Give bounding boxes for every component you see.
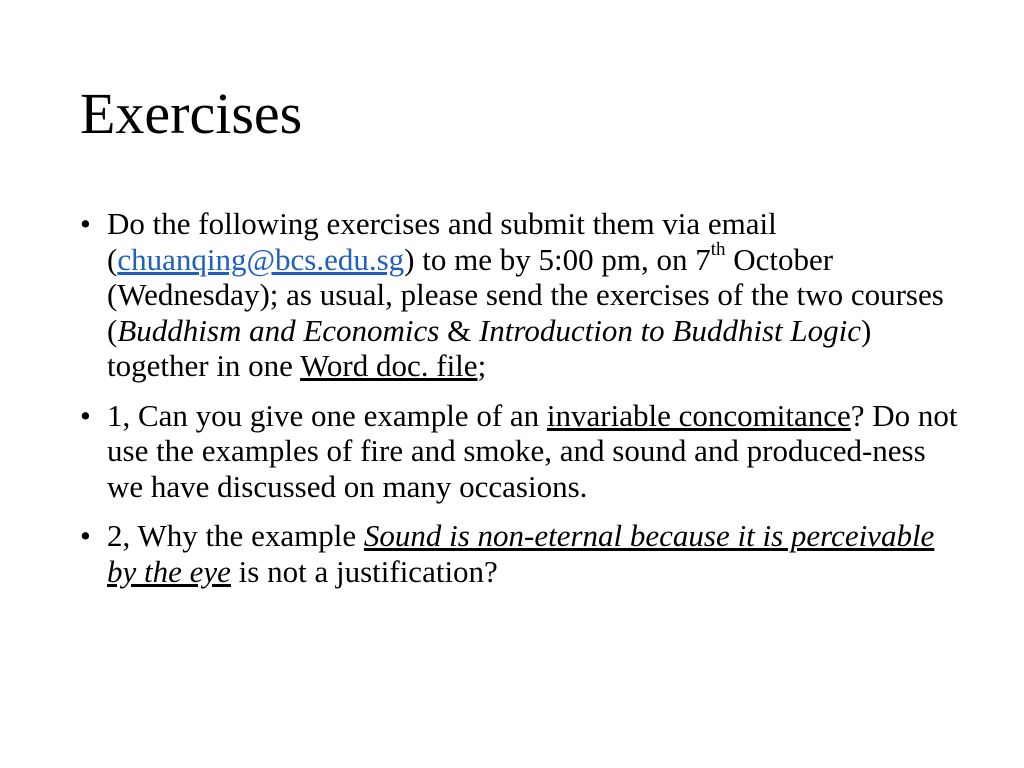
bullet-item-submission [80,206,960,384]
ordinal-suffix: th [710,239,726,261]
bullet1-text: Do the following exercises and submit them via email ( [107,206,777,277]
bullet-dot-icon: • [80,206,91,241]
bullet2-rest: ? Do not use the examples of fire and smoke, and sound and produced-ness we have discussed on many occasions. [107,397,958,504]
bullet1-together-text: ) together in one [107,312,872,383]
bullet1-deadline-text: ) to me by 5:00 pm, on 7 [404,241,711,277]
bullet-item-question-1 [80,398,960,505]
bullet1-date-text: October (Wednesday); as usual, please send the exercises of the two courses ( [107,241,944,348]
bullet1-end: ; [477,348,487,383]
bullet-list [80,206,960,603]
bullet3-text: 2, Why the example [107,518,364,553]
term-invariable-concomitance: invariable concomitance [546,397,851,433]
bullet-dot-icon: • [80,397,91,433]
course-title-logic: Introduction to Buddhist Logic [478,312,862,348]
example-sentence: Sound is non-eternal because it is perceivable by the eye [107,518,935,589]
ampersand: & [439,312,479,348]
bullet2-text: 1, Can you give one example of an [107,397,547,433]
bullet3-rest: is not a justification? [230,553,498,589]
bullet-dot-icon: • [80,518,91,553]
email-link[interactable]: chuanqing@bcs.edu.sg [117,241,405,277]
bullet-item-question-2 [80,518,960,589]
slide-title: Exercises [80,81,303,146]
word-file-text: Word doc. file [300,348,478,383]
course-title-economics: Buddhism and Economics [117,312,440,348]
